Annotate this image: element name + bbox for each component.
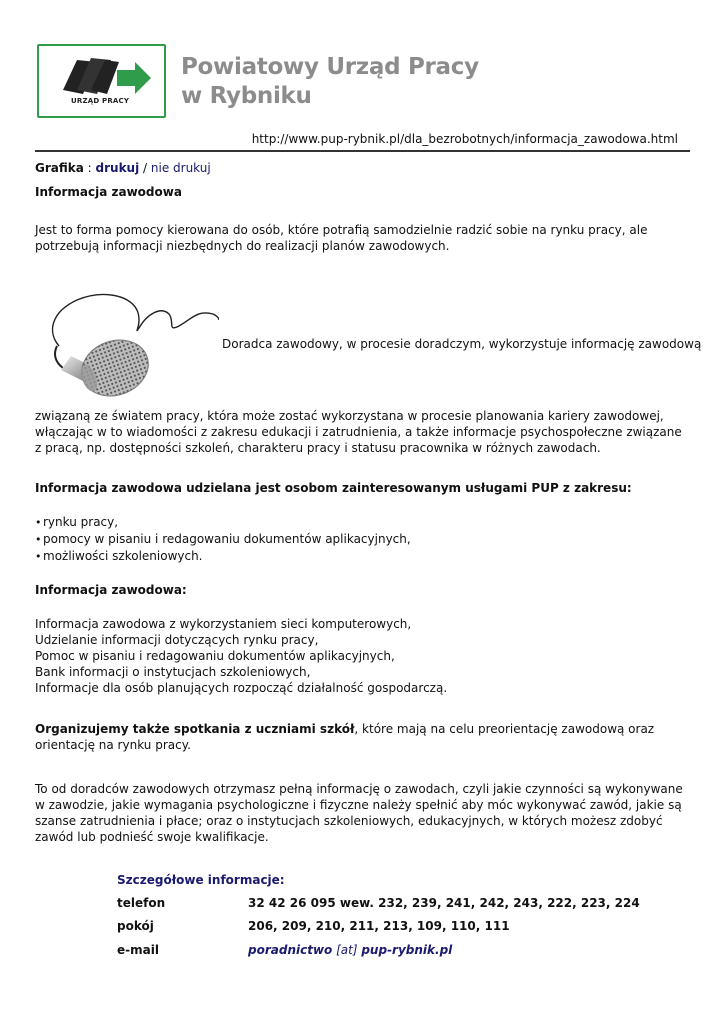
info-line: Informacja zawodowa z wykorzystaniem sieci komputerowych, <box>35 617 412 631</box>
article-title: Informacja zawodowa <box>35 185 182 199</box>
print-options <box>35 160 685 176</box>
image-caption: Doradca zawodowy, w procesie doradczym, wykorzystuje informację zawodową <box>222 337 702 351</box>
scope-heading: Informacja zawodowa udzielana jest osobom zainteresowanym usługami PUP z zakresu: <box>35 481 632 495</box>
info-line: Bank informacji o instytucjach szkoleniowych, <box>35 665 311 679</box>
table-row <box>117 938 640 962</box>
print-options-sep1: : <box>83 161 96 175</box>
info-line: Informacje dla osób planujących rozpocząć działalność gospodarczą. <box>35 681 448 695</box>
page-url: http://www.pup-rybnik.pl/dla_bezrobotnych/informacja_zawodowa.html <box>251 132 678 146</box>
site-title-line1: Powiatowy Urząd Pracy <box>181 54 479 80</box>
list-item: • możliwości szkoleniowych. <box>35 548 685 565</box>
details-table <box>117 891 640 962</box>
room-value: 206, 209, 210, 211, 213, 109, 110, 111 <box>248 919 510 934</box>
phone-value: 32 42 26 095 wew. 232, 239, 241, 242, 243, 222, 223, 224 <box>248 895 640 910</box>
intro-paragraph: Jest to forma pomocy kierowana do osób, które potrafią samodzielnie radzić sobie na rynku pracy, ale potrzebują informacji niezbędnych do realizacji planów zawodowych. <box>35 223 648 253</box>
list-item: • pomocy w pisaniu i redagowaniu dokumentów aplikacyjnych, <box>35 531 685 548</box>
logo-graphic-icon <box>39 46 164 116</box>
info-lines <box>35 616 685 696</box>
email-value[interactable] <box>248 938 640 962</box>
table-row <box>117 915 640 939</box>
meetings-paragraph <box>35 721 685 753</box>
closing-paragraph: To od doradców zawodowych otrzymasz pełną informację o zawodach, czyli jakie czynności są wykonywane w zawodzie, jakie wymagania psychologiczne i fizyczne należy spełnić aby móc wykonywać zawód, jakie są szanse zatrudnienia i płace; oraz o instytucjach szkoleniowych, edukacyjnych, w których możesz zdobyć zawód lub podnieść swoje kwalifikacje. <box>35 782 683 844</box>
print-link[interactable]: drukuj <box>95 161 140 175</box>
header-divider <box>35 150 690 152</box>
room-label: pokój <box>117 919 154 934</box>
email-domain[interactable]: pup-rybnik.pl <box>361 942 453 957</box>
print-options-label: Grafika <box>35 161 84 175</box>
scope-list <box>35 514 685 565</box>
details-heading: Szczegółowe informacje: <box>117 873 285 887</box>
logo-caption: URZĄD PRACY <box>71 97 130 105</box>
continuation-paragraph: związaną ze światem pracy, która może zostać wykorzystana w procesie planowania kariery zawodowej, włączając w to wiadomości z zakresu edukacji i zatrudnienia, a także informacje psychospołeczne związane z pracą, np. dostępności szkoleń, charakteru pracy i statusu pracownika w różnych zawodach. <box>35 409 682 455</box>
site-title-line2: w Rybniku <box>181 83 312 109</box>
no-print-link[interactable]: nie drukuj <box>150 161 211 175</box>
logo[interactable] <box>37 44 166 118</box>
phone-label: telefon <box>117 895 166 910</box>
meetings-rest: , które mają na celu preorientację zawodową oraz orientację na rynku pracy. <box>35 722 655 752</box>
email-at: [at] <box>332 942 362 957</box>
info-heading: Informacja zawodowa: <box>35 583 187 597</box>
email-user[interactable]: poradnictwo <box>248 942 333 957</box>
list-item: • rynku pracy, <box>35 514 685 531</box>
site-title <box>181 53 479 111</box>
info-line: Pomoc w pisaniu i redagowaniu dokumentów aplikacyjnych, <box>35 649 395 663</box>
print-options-sep2: / <box>139 161 151 175</box>
meetings-bold: Organizujemy także spotkania z uczniami szkół <box>35 722 355 736</box>
email-label: e-mail <box>117 942 159 957</box>
microphone-image <box>37 284 219 400</box>
info-line: Udzielanie informacji dotyczących rynku pracy, <box>35 633 319 647</box>
table-row <box>117 891 640 915</box>
